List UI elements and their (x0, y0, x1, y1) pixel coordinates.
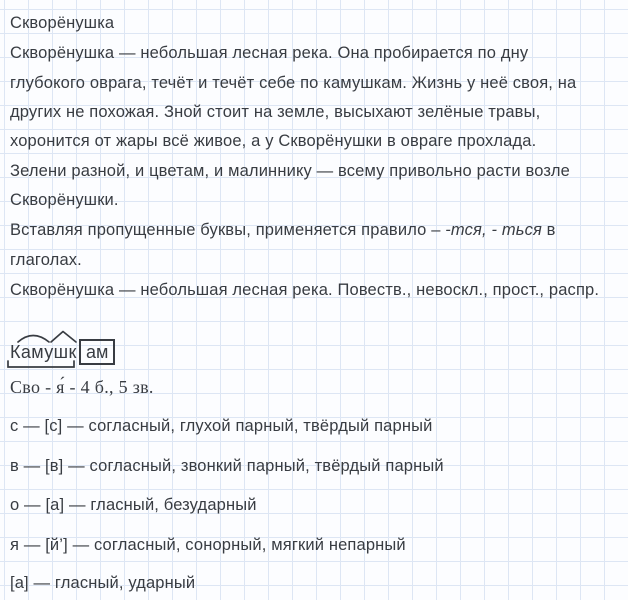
phonetic-line: в — [в] — согласный, звонкий парный, твёрдый парный (10, 457, 444, 475)
rule-line-2: глаголах. (10, 251, 82, 269)
phonetic-line: я — [й’] — согласный, сонорный, мягкий непарный (10, 536, 406, 554)
phonetic-line: о — [а] — гласный, безударный (10, 496, 257, 514)
page-title: Скворёнушка (10, 14, 115, 32)
morpheme-ending-box: ам (79, 339, 115, 365)
rule-line (10, 220, 556, 241)
phonetic-line: [а] — гласный, ударный (10, 574, 196, 592)
rule-italic-endings: -тся, - ться (445, 221, 542, 239)
phonetic-header: Сво - я́ - 4 б., 5 зв. (10, 377, 154, 397)
rule-prefix: Вставляя пропущенные буквы, применяется правило – (10, 221, 446, 239)
morpheme-diagram (10, 329, 140, 374)
phonetic-line: с — [с] — согласный, глухой парный, твёрдый парный (10, 417, 433, 435)
paragraph-line: Скворёнушки. (10, 191, 119, 209)
paragraph-line: Зелени разной, и цветам, и малиннику — всему привольно расти возле (10, 162, 570, 180)
paragraph-line: глубокого оврага, течёт и течёт себе по камушкам. Жизнь у неё своя, на (10, 74, 577, 92)
sentence-analysis-line: Скворёнушка — небольшая лесная река. Повеств., невоскл., прост., распр. (10, 281, 600, 299)
morpheme-stem: Камушк (10, 342, 77, 362)
paragraph-line: других не похожая. Зной стоит на земле, высыхают зелёные травы, (10, 103, 541, 121)
paragraph-line: Скворёнушка — небольшая лесная река. Она пробирается по дну (10, 44, 529, 62)
paragraph-line: хоронится от жары всё живое, а у Скворёнушки в овраге прохлада. (10, 132, 537, 150)
rule-suffix: в (541, 221, 556, 239)
suffix-caret-icon (51, 332, 76, 343)
